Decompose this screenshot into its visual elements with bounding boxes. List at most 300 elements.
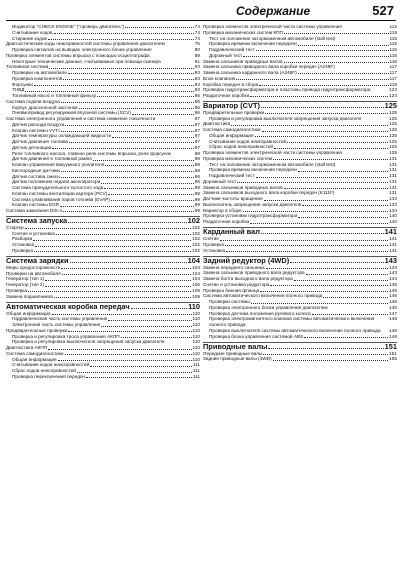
toc-entry-title: Тест на положение заторможенном автомобиле (stall test)	[209, 35, 336, 41]
toc-entry-title: Замена сальников приводных валов	[203, 184, 283, 190]
dot-leader	[61, 102, 194, 103]
toc-entry-title: Система самодиагностики	[203, 127, 261, 133]
toc-entry-title: Проверка выключателя системы автоматического включения полного привода	[209, 327, 381, 333]
dot-leader	[132, 114, 194, 115]
toc-page-number: 125	[389, 132, 397, 138]
toc-entry-title: Диагностические коды неисправностей системы управления двигателем	[6, 41, 165, 47]
toc-entry-title: Датчик расхода воздуха	[12, 121, 65, 127]
toc-entry-title: Система зарядки	[6, 255, 69, 265]
toc-page-number: 115	[389, 35, 397, 41]
toc-entry-title: Задний редуктор (4WD)	[203, 255, 290, 265]
dot-leader	[25, 91, 193, 92]
toc-page-number: 104	[192, 276, 200, 282]
dot-leader	[284, 33, 389, 34]
dot-leader	[28, 291, 191, 292]
dot-leader	[261, 107, 384, 108]
dot-leader	[284, 62, 389, 63]
toc-entry-title: Система улавливания паров топлива (EVAP)	[12, 196, 110, 202]
toc-entry-title: Вариатор (CVT)	[203, 100, 260, 110]
toc-entry-title: Проверка биения фланца	[203, 287, 260, 293]
toc-section-heading	[6, 302, 200, 311]
toc-entry-title: Индикатор "CHECK ENGINE" ("проверь двигатель")	[12, 24, 125, 29]
toc-page-number: 104	[192, 264, 200, 270]
toc-entry-title: ТНВД	[12, 87, 25, 93]
toc-entry-title: Выключатель запрещения запуска двигателя	[203, 201, 302, 207]
toc-entry-title: Стартер	[6, 224, 24, 230]
toc-entry-title: Топливный насос и топливный фильтр	[12, 93, 97, 98]
dot-leader	[45, 280, 191, 281]
toc-page-number: 110	[192, 322, 200, 328]
dot-leader	[90, 366, 192, 367]
toc-entry-title: Датчик детонации	[12, 144, 52, 150]
dot-leader	[298, 73, 389, 74]
toc-page-number: 115	[389, 29, 397, 35]
toc-entry-title: Предварительные проверки	[6, 327, 68, 333]
dot-leader	[54, 33, 194, 34]
toc-page-number: 99	[194, 202, 200, 208]
dot-leader	[61, 177, 194, 178]
toc-entry-title: Передние приводные валы	[203, 350, 263, 356]
toc-page-number: 98	[194, 185, 200, 190]
toc-page-number: 125	[384, 100, 397, 110]
dot-leader	[243, 211, 388, 212]
toc-entry-title: Приводные валы	[203, 341, 268, 351]
toc-page-number: 93	[194, 64, 200, 70]
dot-leader	[108, 194, 194, 195]
toc-page-number: 110	[192, 350, 200, 356]
toc-page-number: 141	[389, 241, 397, 247]
toc-page-number: 148	[389, 333, 397, 339]
dot-leader	[58, 360, 192, 361]
toc-page-number: 143	[389, 264, 397, 270]
dot-leader	[48, 349, 191, 350]
toc-entry-title: Замена сальника приводного вала коробки передач (A248F)	[203, 64, 335, 70]
toc-page-number: 98	[194, 190, 200, 196]
toc-entry-title: Электронная часть системы управления	[12, 322, 101, 328]
toc-entry-title: Замена подшипников	[6, 293, 53, 299]
toc-page-number: 110	[192, 327, 200, 333]
toc-entry	[6, 208, 200, 214]
dot-leader	[131, 308, 187, 309]
dot-leader	[111, 200, 194, 201]
toc-entry-title: Проверка механических систем КПП	[203, 29, 283, 35]
toc-entry-title: Проверка времени включения передачи	[209, 41, 297, 47]
toc-entry-title: Снятие	[203, 236, 219, 242]
toc-page-number: 97	[194, 139, 200, 144]
toc-entry-title: Считывание кодов неисправностей	[12, 362, 90, 368]
dot-leader	[35, 246, 191, 247]
toc-page-number: 98	[194, 162, 200, 167]
dot-leader	[108, 320, 191, 321]
toc-page-number: 111	[192, 362, 200, 368]
toc-entry-title: Клапан управления вакуумного усилителя	[12, 162, 105, 167]
toc-page-number: 110	[192, 339, 200, 345]
toc-page-number: 96	[194, 110, 200, 116]
toc-page-number: 96	[194, 179, 200, 185]
toc-entry-title: Автоматическая коробка передач	[6, 301, 130, 311]
toc-entry-title: Гидравлический тест	[209, 173, 255, 179]
toc-page-number: 141	[389, 236, 397, 242]
dot-leader	[250, 96, 388, 97]
dot-leader	[323, 297, 388, 298]
toc-page-number: 117	[389, 64, 397, 70]
toc-entry-title: Форсунки	[12, 81, 33, 87]
dot-leader	[61, 171, 194, 172]
toc-entry-title: Проверка и регулировка троса управления АКПП	[12, 333, 120, 339]
toc-page-number: 74	[194, 35, 200, 41]
toc-page-number: 74	[194, 29, 200, 35]
dot-leader	[33, 240, 191, 241]
dot-leader	[256, 177, 388, 178]
dot-leader	[298, 45, 389, 46]
toc-entry-title: Проверка датчика положения рулевого колеса	[209, 310, 311, 316]
toc-page-number: 141	[384, 227, 397, 237]
toc-page-number: 125	[389, 121, 397, 127]
toc-entry-title: Клапан системы вентиляции картера (PCV)	[12, 190, 108, 196]
toc-page-number: 80	[194, 47, 200, 52]
toc-entry-title: Датчик положения педали акселератора	[12, 179, 101, 185]
toc-entry-title: Замена переднего сальника	[203, 264, 265, 270]
toc-entry-title: Раздаточная коробка	[203, 93, 250, 98]
toc-page-number: 110	[192, 333, 200, 339]
toc-entry-title: Проверка элементов электрической части системы управления	[203, 150, 342, 156]
dot-leader	[52, 148, 194, 149]
toc-entry-title: Проверка	[12, 247, 33, 253]
toc-right-column	[203, 24, 397, 568]
toc-page-number: 143	[389, 270, 397, 276]
toc-entry-title: Проверка и регулировка выключателя запрещения запуска двигателя	[209, 115, 362, 121]
dot-leader	[261, 233, 384, 234]
dot-leader	[86, 377, 192, 378]
page-header	[0, 0, 402, 22]
toc-entry-title: Снятие и установка	[12, 230, 55, 236]
toc-entry	[6, 374, 200, 380]
toc-entry-title: Вариатор в сборе	[203, 207, 242, 213]
dot-leader	[290, 262, 383, 263]
toc-page-number: 125	[389, 138, 397, 144]
dot-leader	[274, 148, 388, 149]
toc-page-number: 133	[389, 196, 397, 202]
toc-entry-title: Датчик давления в топливной рампе	[12, 156, 92, 162]
dot-leader	[69, 142, 194, 143]
dot-leader	[34, 85, 194, 86]
toc-entry-title: Разборка	[12, 236, 33, 242]
toc-entry	[203, 316, 397, 328]
toc-page-number: 110	[192, 310, 200, 316]
toc-entry-title: Система самодиагностики	[6, 350, 64, 356]
dot-leader	[250, 223, 388, 224]
toc-entry-title: Замена сальника карданного вала (A248F)	[203, 70, 297, 75]
toc-entry	[203, 248, 397, 254]
dot-leader	[255, 136, 389, 137]
dot-leader	[284, 188, 389, 189]
dot-leader	[225, 245, 388, 246]
dot-leader	[104, 188, 193, 189]
toc-left-column	[6, 24, 200, 568]
toc-page-number: 97	[194, 121, 200, 127]
toc-entry-title: Пневмопривод регулируемой впускной системы (SCV)	[12, 110, 131, 116]
toc-entry	[203, 93, 397, 99]
dot-leader	[93, 160, 194, 161]
dot-leader	[101, 183, 193, 184]
dot-leader	[54, 297, 191, 298]
toc-page-number: 125	[389, 150, 397, 156]
toc-page-number: 75	[194, 41, 200, 47]
toc-entry-title: Общая информация	[12, 356, 57, 362]
toc-section-heading	[203, 101, 397, 110]
toc-entry-title: Генератор (тип 1)	[6, 276, 45, 282]
toc-page-number: 112	[389, 24, 397, 29]
dot-leader	[268, 348, 383, 349]
toc-page-number: 131	[389, 178, 397, 184]
toc-page-number: 117	[389, 70, 397, 75]
toc-page-number: 131	[389, 173, 397, 179]
toc-entry-title: Предварительные проверки	[203, 109, 265, 115]
toc-page-number: 145	[389, 287, 397, 293]
toc-section-heading	[203, 342, 397, 351]
toc-entry-title: Карданный вал	[203, 227, 260, 237]
dot-leader	[265, 113, 388, 114]
toc-entry-title: Проверки системы	[209, 299, 250, 305]
toc-page-number: 140	[389, 219, 397, 225]
toc-page-number: 89	[194, 52, 200, 58]
toc-entry-title: Датчик температуры охлаждающей жидкости	[12, 133, 112, 139]
dot-leader	[65, 125, 194, 126]
toc-section-heading	[203, 256, 397, 265]
toc-page-number: 95	[194, 93, 200, 98]
dot-leader	[63, 211, 194, 212]
toc-page-number: 97	[194, 116, 200, 121]
toc-section-heading	[203, 227, 397, 236]
toc-entry-title: Считывание кодов	[12, 29, 53, 35]
toc-page-number: 125	[389, 144, 397, 150]
toc-page-number: 125	[389, 115, 397, 121]
toc-section-heading	[6, 216, 200, 225]
dot-leader	[63, 79, 193, 80]
toc-entry-title: Система зажигания DIS-4	[6, 208, 62, 213]
toc-entry-title: Проверка сигналов на выводах электронного блока управления	[12, 47, 152, 52]
toc-page-number: 145	[389, 281, 397, 287]
toc-page-number: 102	[192, 247, 200, 253]
toc-page-number: 146	[389, 299, 397, 305]
toc-page-number: 111	[192, 373, 200, 379]
dot-leader	[61, 131, 193, 132]
toc-page-number: 118	[389, 81, 397, 87]
toc-entry-title: Проверка элементов системы впрыска с помощью осциллографа	[6, 52, 150, 58]
toc-page-number: 102	[187, 215, 200, 225]
toc-entry-title: Гидравлическая часть системы управления	[12, 316, 108, 322]
toc-entry-title: Меры предосторожности	[6, 264, 61, 270]
toc-page-number: 134	[389, 207, 397, 213]
dot-leader	[48, 39, 194, 40]
dot-leader	[68, 73, 194, 74]
toc-page-number: 115	[389, 47, 397, 52]
dot-leader	[226, 251, 388, 252]
toc-entry-title: Задние приводные валы (4WD)	[203, 356, 272, 362]
toc-page-number: 104	[187, 255, 200, 265]
toc-entry-title: Дорожный тест	[203, 178, 237, 184]
toc-entry-title: Система подачи воздуха	[6, 98, 60, 104]
dot-leader	[263, 354, 388, 355]
toc-entry-title: Проверка переключения передач	[12, 373, 85, 379]
toc-page-number: 144	[389, 276, 397, 282]
toc-entry	[203, 219, 397, 225]
toc-page-number: 99	[194, 208, 200, 213]
toc-entry-title: Корпус дроссельной заслонки	[12, 104, 78, 110]
toc-page-number: 146	[389, 304, 397, 310]
toc-entry-title: Проверка установки гидротрансформатора	[203, 213, 298, 219]
dot-leader	[304, 337, 388, 338]
toc-page-number: 147	[389, 310, 397, 316]
dot-leader	[231, 125, 388, 126]
toc-entry-title: Диагностика АКПП	[6, 345, 48, 351]
toc-entry-title: Проверки на автомобиле	[12, 70, 67, 75]
toc-entry-title: Стирание кодов	[12, 35, 47, 41]
dot-leader	[45, 286, 191, 287]
dot-leader	[52, 314, 192, 315]
dot-leader	[125, 27, 194, 28]
toc-entry	[203, 334, 397, 340]
toc-page-number: 131	[389, 184, 397, 190]
toc-page-number: 104	[192, 270, 200, 276]
toc-page-number: 110	[192, 345, 200, 351]
toc-page-number: 141	[389, 247, 397, 253]
toc-entry-title: Система электронного управления и система снижения токсичности	[6, 116, 156, 121]
dot-leader	[68, 331, 191, 332]
toc-page-number: 97	[194, 133, 200, 139]
toc-page-number: 148	[389, 327, 397, 333]
dot-leader	[287, 142, 388, 143]
toc-page-number: 148	[389, 316, 397, 322]
dot-leader	[101, 326, 191, 327]
toc-entry-title: Коробка передач в сборе	[203, 81, 259, 87]
toc-entry-title: Реле топливного насоса, главное реле системы впрыска, реле форсунок	[12, 150, 172, 156]
dot-leader	[220, 240, 388, 241]
toc-entry-title: Проверка компонентов	[12, 75, 63, 81]
dot-leader	[264, 200, 389, 201]
toc-page-number: 131	[389, 161, 397, 167]
toc-entry-title: Блок клапанов	[203, 75, 236, 81]
dot-leader	[298, 171, 388, 172]
dot-leader	[256, 50, 389, 51]
toc-page-number: 115	[389, 52, 397, 58]
toc-entry-title: Кислородные датчики	[12, 167, 60, 173]
toc-entry-title: Система автоматического включения полного привода	[203, 293, 323, 299]
dot-leader	[65, 354, 192, 355]
toc-entry-title: Общая информация	[6, 310, 51, 316]
toc-entry-title: Сброс кодов неисправностей	[12, 368, 76, 374]
toc-page-number: 109	[192, 287, 200, 293]
toc-entry-title: Система принудительного холостого хода	[12, 185, 104, 190]
page-title: Содержание	[236, 4, 311, 18]
dot-leader	[105, 165, 194, 166]
toc-page-number: 123	[389, 87, 397, 93]
dot-leader	[273, 360, 389, 361]
dot-leader	[34, 251, 191, 252]
header-rule	[6, 20, 396, 21]
toc-entry-title: Датчик состава смеси	[12, 173, 60, 179]
toc-page-number: 146	[389, 293, 397, 299]
dot-leader	[302, 205, 388, 206]
toc-entry-title: Установка	[203, 247, 226, 253]
toc-entry-title: Датчики частоты вращения	[203, 196, 263, 202]
toc-page-number: 96	[194, 98, 200, 104]
toc-page-number: 131	[389, 167, 397, 173]
toc-entry	[6, 248, 200, 254]
dot-leader	[60, 206, 194, 207]
toc-page-number: 124	[389, 93, 397, 98]
toc-entry-title: Проверка	[6, 287, 27, 293]
dot-leader	[237, 182, 388, 183]
dot-leader	[77, 372, 192, 373]
page-number: 527	[372, 3, 394, 18]
dot-leader	[25, 228, 191, 229]
toc-page-number: 133	[389, 201, 397, 207]
dot-leader	[70, 262, 187, 263]
toc-page-number: 110	[192, 356, 200, 362]
toc-entry-title: Клапан системы VVT-i	[12, 127, 61, 133]
toc-entry-title: Проверки на автомобиле	[6, 270, 61, 276]
dot-leader	[260, 291, 388, 292]
toc-page-number: 97	[194, 127, 200, 133]
toc-entry-title: Замена болта выходного вала редуктора	[203, 276, 293, 282]
toc-entry-title: Топливная система	[6, 64, 49, 70]
dot-leader	[262, 131, 389, 132]
dot-leader	[112, 137, 194, 138]
toc-page-number: 102	[192, 230, 200, 236]
toc-page-number: 102	[192, 242, 200, 248]
toc-page-number: 93	[194, 70, 200, 75]
toc-entry-title: Дорожный тест	[209, 52, 243, 58]
toc-page-number: 131	[389, 155, 397, 161]
dot-leader	[62, 274, 191, 275]
dot-leader	[298, 217, 388, 218]
toc-page-number: 151	[389, 350, 397, 356]
toc-page-number: 102	[192, 224, 200, 230]
toc-entry-title: Система запуска	[6, 215, 68, 225]
dot-leader	[97, 96, 194, 97]
toc-entry-title: Клапан системы EGR	[12, 202, 60, 208]
toc-entry-title: Замена сальников приводных валов	[203, 58, 283, 64]
toc-entry-title: Датчик давления топлива	[12, 139, 68, 144]
toc-page-number: 98	[194, 156, 200, 162]
toc-page-number: 143	[384, 255, 397, 265]
dot-leader	[270, 285, 388, 286]
toc-page-number: 125	[389, 127, 397, 133]
dot-leader	[56, 234, 191, 235]
toc-page-number: 110	[192, 316, 200, 322]
dot-leader	[294, 280, 388, 281]
toc-page-number: 93	[194, 75, 200, 81]
toc-page-number: 96	[194, 104, 200, 110]
toc-entry-title: Некоторые технические данные, считываемые при помощи сканера	[12, 58, 161, 64]
toc-entry-title: Замена сальников выходного вала коробки передач (K111F)	[203, 190, 335, 196]
toc-page-number: 131	[389, 190, 397, 196]
toc-entry-title: Сброс кодов неисправностей	[209, 144, 273, 150]
toc-entry-title: Проверка гидротрансформатора и пластины привода гидротрансформатора	[203, 87, 371, 93]
toc-entry-title: Замена сальников приводного вала редуктора	[203, 270, 305, 276]
toc-page-number: 98	[194, 150, 200, 156]
dot-leader	[259, 85, 388, 86]
dot-leader	[243, 56, 388, 57]
dot-leader	[61, 268, 191, 269]
toc-entry-title: Проверка механических систем	[203, 155, 273, 161]
toc-page-number: 99	[194, 196, 200, 202]
toc-entry-title: Проверка блока управления системой ABS	[209, 333, 304, 339]
toc-page-number: 115	[389, 41, 397, 47]
toc-page-number: 117	[389, 75, 397, 81]
toc-page-number: 93	[194, 87, 200, 93]
